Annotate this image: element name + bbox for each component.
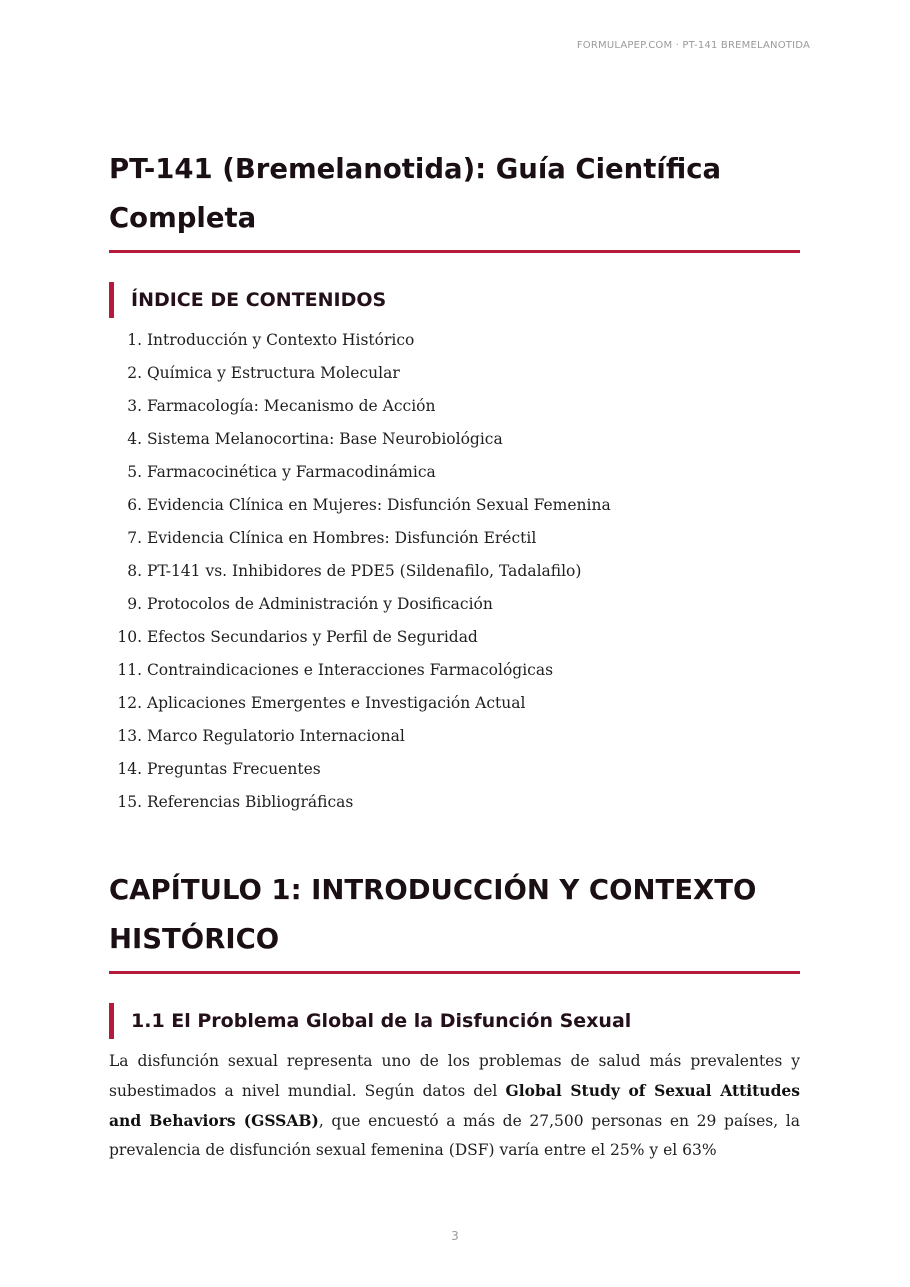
toc-item-label: Evidencia Clínica en Mujeres: Disfunción Sexual Femenina: [146, 496, 611, 514]
toc-item-number: 12.: [117, 694, 142, 712]
running-header: FORMULAPEP.COM · PT-141 BREMELANOTIDA: [576, 40, 810, 51]
toc-item-label: Preguntas Frecuentes: [146, 760, 321, 778]
toc-item-label: Marco Regulatorio Internacional: [146, 727, 405, 745]
toc-item[interactable]: [109, 687, 800, 720]
body-paragraph: [109, 1047, 800, 1165]
toc-item[interactable]: [109, 423, 800, 456]
toc-item-number: 6.: [127, 496, 142, 514]
toc-item[interactable]: [109, 555, 800, 588]
toc-item-label: Sistema Melanocortina: Base Neurobiológica: [146, 430, 503, 448]
toc-item[interactable]: [109, 357, 800, 390]
toc-item-label: Introducción y Contexto Histórico: [146, 331, 415, 349]
toc-heading: ÍNDICE DE CONTENIDOS: [109, 282, 386, 318]
toc-item[interactable]: [109, 786, 800, 819]
chapter-divider: [109, 971, 800, 974]
toc-item-number: 10.: [117, 628, 142, 646]
toc-item-number: 8.: [127, 562, 142, 580]
toc-item[interactable]: [109, 753, 800, 786]
toc-item-label: Farmacología: Mecanismo de Acción: [146, 397, 436, 415]
study-name-bold: Global Study of Sexual Attitudes and Behaviors (GSSAB): [109, 1081, 801, 1130]
toc-item[interactable]: [109, 456, 800, 489]
toc-item-label: Química y Estructura Molecular: [146, 364, 400, 382]
document-title: PT-141 (Bremelanotida): Guía Científica Completa: [109, 153, 722, 234]
paragraph-text-continued: , que encuestó a más de 27,500 personas en 29 países, la prevalencia de disfunción sexual femenina (DSF) varía entre el 25% y el 63%: [109, 1112, 800, 1159]
toc-item-number: 2.: [127, 364, 142, 382]
toc-item-number: 3.: [127, 397, 142, 415]
toc-item[interactable]: [109, 588, 800, 621]
toc-item[interactable]: [109, 522, 800, 555]
toc-item-label: PT-141 vs. Inhibidores de PDE5 (Sildenafilo, Tadalafilo): [146, 562, 582, 580]
toc-item-label: Contraindicaciones e Interacciones Farmacológicas: [146, 661, 554, 679]
toc-item-number: 11.: [117, 661, 142, 679]
toc-item-number: 9.: [127, 595, 142, 613]
toc-item-label: Aplicaciones Emergentes e Investigación Actual: [146, 694, 526, 712]
table-of-contents: [109, 324, 800, 819]
toc-item-label: Referencias Bibliográficas: [146, 793, 354, 811]
toc-item-number: 14.: [117, 760, 142, 778]
toc-item-label: Efectos Secundarios y Perfil de Seguridad: [146, 628, 478, 646]
toc-item[interactable]: [109, 654, 800, 687]
section-heading: 1.1 El Problema Global de la Disfunción Sexual: [109, 1003, 631, 1039]
toc-item-number: 5.: [127, 463, 142, 481]
toc-item-label: Protocolos de Administración y Dosificación: [146, 595, 493, 613]
toc-item[interactable]: [109, 390, 800, 423]
title-divider: [109, 250, 800, 253]
toc-item-number: 13.: [117, 727, 142, 745]
toc-item-number: 4.: [127, 430, 142, 448]
toc-item-label: Farmacocinética y Farmacodinámica: [146, 463, 436, 481]
toc-item[interactable]: [109, 489, 800, 522]
toc-item-label: Evidencia Clínica en Hombres: Disfunción Eréctil: [146, 529, 537, 547]
chapter-title: CAPÍTULO 1: INTRODUCCIÓN Y CONTEXTO HISTÓRICO: [109, 874, 757, 955]
toc-item-number: 1.: [127, 331, 142, 349]
toc-item[interactable]: [109, 621, 800, 654]
toc-item-number: 15.: [117, 793, 142, 811]
toc-item[interactable]: [109, 324, 800, 357]
paragraph-text: La disfunción sexual representa uno de los problemas de salud más prevalentes y subestimados a nivel mundial. Según datos del: [109, 1052, 800, 1100]
toc-item-number: 7.: [127, 529, 142, 547]
toc-item[interactable]: [109, 720, 800, 753]
page-number: 3: [451, 1229, 459, 1243]
